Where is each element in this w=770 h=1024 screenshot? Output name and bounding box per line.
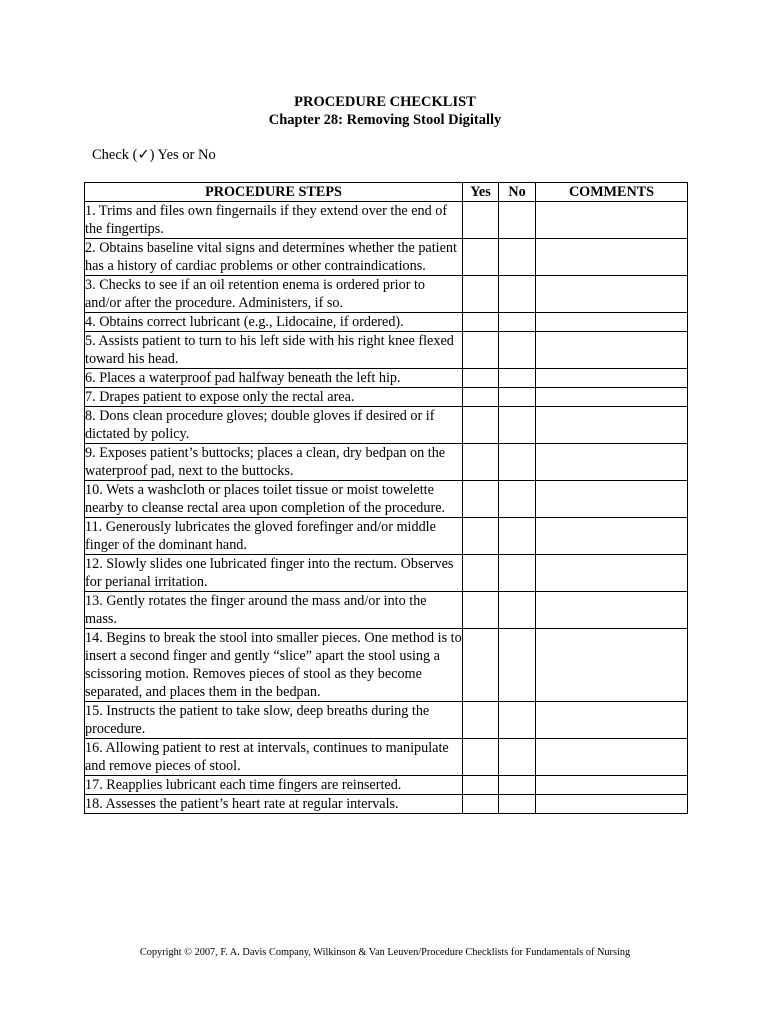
no-checkbox-cell[interactable] [499, 702, 536, 739]
procedure-step-text: 10. Wets a washcloth or places toilet tissue or moist towelette nearby to cleanse rectal area upon completion of the procedure. [85, 481, 463, 518]
yes-checkbox-cell[interactable] [463, 332, 499, 369]
table-body [85, 202, 688, 814]
yes-checkbox-cell[interactable] [463, 313, 499, 332]
comments-cell[interactable] [536, 776, 688, 795]
table-row [85, 388, 688, 407]
no-checkbox-cell[interactable] [499, 795, 536, 814]
procedure-step-text: 16. Allowing patient to rest at intervals, continues to manipulate and remove pieces of stool. [85, 739, 463, 776]
table-row [85, 555, 688, 592]
no-checkbox-cell[interactable] [499, 629, 536, 702]
comments-cell[interactable] [536, 444, 688, 481]
comments-cell[interactable] [536, 739, 688, 776]
comments-cell[interactable] [536, 332, 688, 369]
table-row [85, 239, 688, 276]
procedure-table [84, 182, 688, 814]
table-row [85, 407, 688, 444]
no-checkbox-cell[interactable] [499, 592, 536, 629]
yes-checkbox-cell[interactable] [463, 407, 499, 444]
yes-checkbox-cell[interactable] [463, 739, 499, 776]
page-title: PROCEDURE CHECKLIST [294, 94, 476, 110]
yes-checkbox-cell[interactable] [463, 555, 499, 592]
procedure-step-text: 14. Begins to break the stool into smaller pieces. One method is to insert a second finger and gently “slice” apart the stool using a scissoring motion. Removes pieces of stool as they become separated, and places them in the bedpan. [85, 630, 462, 700]
procedure-step-text: 15. Instructs the patient to take slow, deep breaths during the procedure. [85, 702, 463, 739]
procedure-step-text: 6. Places a waterproof pad halfway beneath the left hip. [85, 369, 463, 388]
comments-cell[interactable] [536, 407, 688, 444]
table-row [85, 629, 688, 702]
procedure-step-text: 5. Assists patient to turn to his left side with his right knee flexed toward his head. [85, 332, 463, 369]
comments-cell[interactable] [536, 313, 688, 332]
no-checkbox-cell[interactable] [499, 444, 536, 481]
yes-checkbox-cell[interactable] [463, 629, 499, 702]
table-row [85, 592, 688, 629]
yes-checkbox-cell[interactable] [463, 592, 499, 629]
comments-cell[interactable] [536, 276, 688, 313]
table-row [85, 332, 688, 369]
yes-checkbox-cell[interactable] [463, 388, 499, 407]
table-row [85, 481, 688, 518]
no-checkbox-cell[interactable] [499, 481, 536, 518]
table-row [85, 795, 688, 814]
header-yes: Yes [463, 183, 499, 202]
table-row [85, 702, 688, 739]
page-subtitle: Chapter 28: Removing Stool Digitally [268, 112, 502, 128]
procedure-step-text: 18. Assesses the patient’s heart rate at regular intervals. [85, 795, 463, 814]
header-comments: COMMENTS [536, 183, 688, 202]
no-checkbox-cell[interactable] [499, 332, 536, 369]
procedure-step-text: 7. Drapes patient to expose only the rectal area. [85, 388, 463, 407]
comments-cell[interactable] [536, 481, 688, 518]
procedure-step-text: 12. Slowly slides one lubricated finger into the rectum. Observes for perianal irritation. [85, 555, 463, 592]
yes-checkbox-cell[interactable] [463, 444, 499, 481]
no-checkbox-cell[interactable] [499, 407, 536, 444]
no-checkbox-cell[interactable] [499, 776, 536, 795]
yes-checkbox-cell[interactable] [463, 202, 499, 239]
yes-checkbox-cell[interactable] [463, 702, 499, 739]
no-checkbox-cell[interactable] [499, 518, 536, 555]
yes-checkbox-cell[interactable] [463, 518, 499, 555]
yes-checkbox-cell[interactable] [463, 481, 499, 518]
procedure-step-text: 2. Obtains baseline vital signs and determines whether the patient has a history of cardiac problems or other contraindications. [85, 239, 463, 276]
table-row [85, 202, 688, 239]
yes-checkbox-cell[interactable] [463, 795, 499, 814]
table-header-row [85, 183, 688, 202]
comments-cell[interactable] [536, 202, 688, 239]
table-row [85, 444, 688, 481]
no-checkbox-cell[interactable] [499, 276, 536, 313]
no-checkbox-cell[interactable] [499, 739, 536, 776]
procedure-step-text: 17. Reapplies lubricant each time fingers are reinserted. [85, 776, 463, 795]
header-procedure-steps: PROCEDURE STEPS [85, 183, 463, 202]
header-no: No [499, 183, 536, 202]
table-row [85, 776, 688, 795]
comments-cell[interactable] [536, 388, 688, 407]
no-checkbox-cell[interactable] [499, 388, 536, 407]
procedure-step-text: 3. Checks to see if an oil retention enema is ordered prior to and/or after the procedure. Administers, if so. [85, 276, 463, 313]
table-row [85, 313, 688, 332]
procedure-step-text: 1. Trims and files own fingernails if they extend over the end of the fingertips. [85, 202, 463, 239]
no-checkbox-cell[interactable] [499, 555, 536, 592]
table-row [85, 518, 688, 555]
check-instruction: Check (✓) Yes or No [92, 147, 216, 163]
procedure-step-text: 4. Obtains correct lubricant (e.g., Lidocaine, if ordered). [85, 313, 463, 332]
yes-checkbox-cell[interactable] [463, 776, 499, 795]
no-checkbox-cell[interactable] [499, 369, 536, 388]
no-checkbox-cell[interactable] [499, 202, 536, 239]
comments-cell[interactable] [536, 592, 688, 629]
yes-checkbox-cell[interactable] [463, 239, 499, 276]
comments-cell[interactable] [536, 518, 688, 555]
comments-cell[interactable] [536, 795, 688, 814]
copyright-footer: Copyright © 2007, F. A. Davis Company, Wilkinson & Van Leuven/Procedure Checklists for Fundamentals of Nursing [139, 947, 631, 958]
comments-cell[interactable] [536, 239, 688, 276]
comments-cell[interactable] [536, 369, 688, 388]
comments-cell[interactable] [536, 555, 688, 592]
procedure-step-text: 11. Generously lubricates the gloved forefinger and/or middle finger of the dominant hand. [85, 518, 463, 555]
comments-cell[interactable] [536, 702, 688, 739]
yes-checkbox-cell[interactable] [463, 276, 499, 313]
table-row [85, 276, 688, 313]
no-checkbox-cell[interactable] [499, 239, 536, 276]
table-row [85, 369, 688, 388]
table-row [85, 739, 688, 776]
procedure-step-text: 13. Gently rotates the finger around the mass and/or into the mass. [85, 592, 463, 629]
yes-checkbox-cell[interactable] [463, 369, 499, 388]
procedure-step-text: 8. Dons clean procedure gloves; double gloves if desired or if dictated by policy. [85, 407, 463, 444]
no-checkbox-cell[interactable] [499, 313, 536, 332]
comments-cell[interactable] [536, 629, 688, 702]
procedure-step-text: 9. Exposes patient’s buttocks; places a clean, dry bedpan on the waterproof pad, next to the buttocks. [85, 444, 463, 481]
